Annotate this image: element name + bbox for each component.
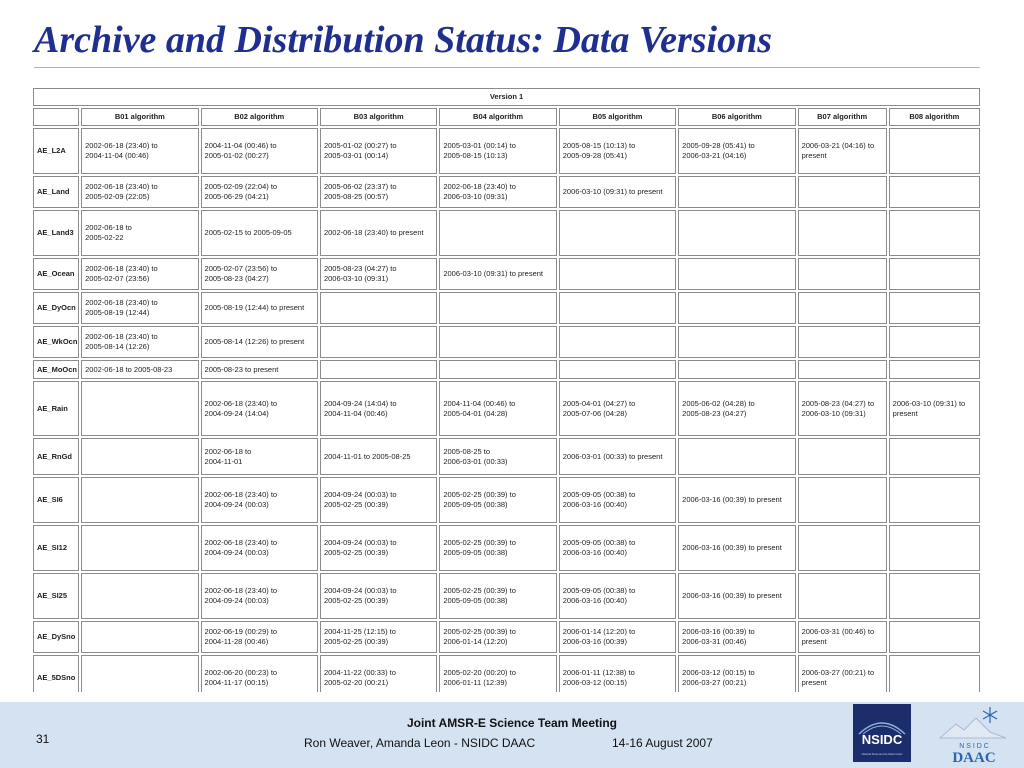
daac-logo-top-text: N S I D C <box>959 743 989 750</box>
product-name: AE_Rain <box>33 381 79 436</box>
date-range-cell: 2006-03-16 (00:39) to 2006-03-31 (00:46) <box>678 621 795 653</box>
date-range-cell: 2005-06-02 (23:37) to 2005-08-25 (00:57) <box>320 176 437 208</box>
product-name: AE_DyOcn <box>33 292 79 324</box>
date-range-cell: 2006-03-16 (00:39) to present <box>678 525 795 571</box>
date-range-cell <box>439 326 556 358</box>
date-range-cell <box>889 655 980 692</box>
nsidc-logo-text: NSIDC <box>861 732 903 747</box>
date-range-cell <box>889 292 980 324</box>
date-range-cell <box>678 176 795 208</box>
date-range-cell <box>559 292 676 324</box>
date-range-cell <box>678 438 795 475</box>
date-range-cell <box>559 326 676 358</box>
date-range-cell <box>798 573 887 619</box>
slide-title: Archive and Distribution Status: Data Versions <box>34 19 773 61</box>
date-range-cell: 2005-02-20 (00:20) to 2006-01-11 (12:39) <box>439 655 556 692</box>
date-range-cell <box>889 573 980 619</box>
date-range-cell <box>798 525 887 571</box>
date-range-cell: 2005-08-15 (10:13) to 2005-09-28 (05:41) <box>559 128 676 174</box>
corner-cell <box>33 108 79 126</box>
nsidc-logo <box>853 704 911 762</box>
table-row <box>33 477 980 523</box>
date-range-cell: 2005-08-19 (12:44) to present <box>201 292 318 324</box>
product-name: AE_RnGd <box>33 438 79 475</box>
table-row <box>33 438 980 475</box>
date-range-cell: 2002-06-18 (23:40) to 2004-09-24 (14:04) <box>201 381 318 436</box>
product-name: AE_Land <box>33 176 79 208</box>
column-header: B07 algorithm <box>798 108 887 126</box>
date-range-cell: 2006-03-01 (00:33) to present <box>559 438 676 475</box>
nsidc-daac-logo <box>938 704 1008 764</box>
table-row <box>33 326 980 358</box>
date-range-cell: 2006-03-10 (09:31) to present <box>559 176 676 208</box>
date-range-cell: 2005-09-05 (00:38) to 2006-03-16 (00:40) <box>559 477 676 523</box>
date-range-cell <box>81 655 198 692</box>
date-range-cell: 2006-03-31 (00:46) to present <box>798 621 887 653</box>
date-range-cell: 2004-11-01 to 2005-08-25 <box>320 438 437 475</box>
data-versions-table <box>31 86 982 692</box>
date-range-cell <box>439 292 556 324</box>
date-range-cell: 2002-06-18 to 2004-11-01 <box>201 438 318 475</box>
date-range-cell: 2004-11-22 (00:33) to 2005-02-20 (00:21) <box>320 655 437 692</box>
date-range-cell <box>798 477 887 523</box>
date-range-cell: 2002-06-20 (00:23) to 2004-11-17 (00:15) <box>201 655 318 692</box>
table-row <box>33 128 980 174</box>
date-range-cell: 2004-09-24 (14:04) to 2004-11-04 (00:46) <box>320 381 437 436</box>
meeting-dates: 14-16 August 2007 <box>612 736 713 750</box>
date-range-cell: 2005-08-23 (04:27) to 2006-03-10 (09:31) <box>320 258 437 290</box>
date-range-cell <box>889 360 980 379</box>
nsidc-logo-subtext: National Snow and Ice Data Center <box>861 753 903 756</box>
date-range-cell <box>559 210 676 256</box>
date-range-cell <box>678 210 795 256</box>
data-versions-table-container <box>31 86 982 692</box>
date-range-cell <box>81 525 198 571</box>
date-range-cell <box>320 292 437 324</box>
table-row <box>33 381 980 436</box>
date-range-cell <box>798 360 887 379</box>
table-row <box>33 655 980 692</box>
column-header: B04 algorithm <box>439 108 556 126</box>
date-range-cell <box>798 210 887 256</box>
date-range-cell <box>81 438 198 475</box>
date-range-cell: 2002-06-18 (23:40) to 2004-11-04 (00:46) <box>81 128 198 174</box>
date-range-cell <box>81 381 198 436</box>
date-range-cell <box>559 360 676 379</box>
date-range-cell <box>889 621 980 653</box>
date-range-cell: 2005-01-02 (00:27) to 2005-03-01 (00:14) <box>320 128 437 174</box>
date-range-cell: 2006-03-16 (00:39) to present <box>678 573 795 619</box>
date-range-cell <box>81 621 198 653</box>
product-name: AE_SI6 <box>33 477 79 523</box>
table-row <box>33 621 980 653</box>
date-range-cell: 2002-06-18 (23:40) to 2005-08-19 (12:44) <box>81 292 198 324</box>
date-range-cell: 2004-09-24 (00:03) to 2005-02-25 (00:39) <box>320 573 437 619</box>
date-range-cell: 2005-02-25 (00:39) to 2005-09-05 (00:38) <box>439 573 556 619</box>
date-range-cell: 2006-01-14 (12:20) to 2006-03-16 (00:39) <box>559 621 676 653</box>
date-range-cell: 2005-09-05 (00:38) to 2006-03-16 (00:40) <box>559 573 676 619</box>
date-range-cell <box>678 326 795 358</box>
date-range-cell: 2002-06-18 (23:40) to 2004-09-24 (00:03) <box>201 525 318 571</box>
date-range-cell: 2004-11-04 (00:46) to 2005-04-01 (04:28) <box>439 381 556 436</box>
date-range-cell <box>889 438 980 475</box>
date-range-cell: 2002-06-18 (23:40) to 2004-09-24 (00:03) <box>201 573 318 619</box>
table-row <box>33 360 980 379</box>
date-range-cell <box>889 258 980 290</box>
date-range-cell <box>889 176 980 208</box>
date-range-cell <box>439 360 556 379</box>
date-range-cell: 2006-03-16 (00:39) to present <box>678 477 795 523</box>
table-row <box>33 176 980 208</box>
date-range-cell: 2005-02-09 (22:04) to 2005-06-29 (04:21) <box>201 176 318 208</box>
table-row <box>33 573 980 619</box>
date-range-cell: 2002-06-18 (23:40) to 2005-02-09 (22:05) <box>81 176 198 208</box>
date-range-cell: 2005-08-23 to present <box>201 360 318 379</box>
date-range-cell: 2002-06-18 (23:40) to 2006-03-10 (09:31) <box>439 176 556 208</box>
date-range-cell <box>798 438 887 475</box>
date-range-cell: 2006-01-11 (12:38) to 2006-03-12 (00:15) <box>559 655 676 692</box>
table-row <box>33 525 980 571</box>
date-range-cell: 2005-09-28 (05:41) to 2006-03-21 (04:16) <box>678 128 795 174</box>
date-range-cell: 2002-06-18 to 2005-08-23 <box>81 360 198 379</box>
authors: Ron Weaver, Amanda Leon - NSIDC DAAC <box>304 736 536 750</box>
product-name: AE_DySno <box>33 621 79 653</box>
date-range-cell: 2004-11-25 (12:15) to 2005-02-25 (00:39) <box>320 621 437 653</box>
date-range-cell: 2006-03-10 (09:31) to present <box>439 258 556 290</box>
column-header: B03 algorithm <box>320 108 437 126</box>
date-range-cell <box>559 258 676 290</box>
product-name: AE_5DSno <box>33 655 79 692</box>
date-range-cell <box>678 360 795 379</box>
date-range-cell: 2005-02-25 (00:39) to 2006-01-14 (12:20) <box>439 621 556 653</box>
date-range-cell <box>798 292 887 324</box>
date-range-cell: 2005-02-25 (00:39) to 2005-09-05 (00:38) <box>439 525 556 571</box>
column-header: B02 algorithm <box>201 108 318 126</box>
date-range-cell: 2004-11-04 (00:46) to 2005-01-02 (00:27) <box>201 128 318 174</box>
date-range-cell <box>889 210 980 256</box>
date-range-cell: 2002-06-18 (23:40) to present <box>320 210 437 256</box>
slide-number: 31 <box>36 732 50 746</box>
date-range-cell: 2006-03-21 (04:16) to present <box>798 128 887 174</box>
product-name: AE_Ocean <box>33 258 79 290</box>
column-header: B01 algorithm <box>81 108 198 126</box>
product-name: AE_WkOcn <box>33 326 79 358</box>
date-range-cell <box>798 258 887 290</box>
product-name: AE_SI12 <box>33 525 79 571</box>
product-name: AE_MoOcn <box>33 360 79 379</box>
date-range-cell <box>889 477 980 523</box>
date-range-cell: 2005-08-23 (04:27) to 2006-03-10 (09:31) <box>798 381 887 436</box>
date-range-cell: 2002-06-18 (23:40) to 2005-08-14 (12:26) <box>81 326 198 358</box>
date-range-cell: 2002-06-18 (23:40) to 2005-02-07 (23:56) <box>81 258 198 290</box>
product-name: AE_SI25 <box>33 573 79 619</box>
date-range-cell <box>889 128 980 174</box>
date-range-cell: 2005-08-14 (12:26) to present <box>201 326 318 358</box>
algorithm-header-row <box>33 108 980 126</box>
date-range-cell: 2005-04-01 (04:27) to 2005-07-06 (04:28) <box>559 381 676 436</box>
date-range-cell <box>81 573 198 619</box>
table-row <box>33 210 980 256</box>
date-range-cell: 2006-03-12 (00:15) to 2006-03-27 (00:21) <box>678 655 795 692</box>
column-header: B05 algorithm <box>559 108 676 126</box>
date-range-cell <box>320 326 437 358</box>
product-name: AE_Land3 <box>33 210 79 256</box>
date-range-cell <box>678 292 795 324</box>
date-range-cell <box>798 176 887 208</box>
title-divider <box>34 67 980 68</box>
date-range-cell: 2005-03-01 (00:14) to 2005-08-15 (10:13) <box>439 128 556 174</box>
date-range-cell: 2005-09-05 (00:38) to 2006-03-16 (00:40) <box>559 525 676 571</box>
date-range-cell: 2005-06-02 (04:28) to 2005-08-23 (04:27) <box>678 381 795 436</box>
date-range-cell: 2005-02-15 to 2005-09-05 <box>201 210 318 256</box>
date-range-cell: 2002-06-18 to 2005-02-22 <box>81 210 198 256</box>
date-range-cell <box>439 210 556 256</box>
mountain-icon <box>940 718 1006 738</box>
snowflake-icon <box>983 707 997 723</box>
date-range-cell: 2006-03-27 (00:21) to present <box>798 655 887 692</box>
table-row <box>33 292 980 324</box>
date-range-cell: 2005-02-25 (00:39) to 2005-09-05 (00:38) <box>439 477 556 523</box>
date-range-cell: 2002-06-18 (23:40) to 2004-09-24 (00:03) <box>201 477 318 523</box>
date-range-cell <box>798 326 887 358</box>
meeting-title: Joint AMSR-E Science Team Meeting <box>406 716 618 730</box>
version-label: Version 1 <box>33 88 980 106</box>
date-range-cell: 2006-03-10 (09:31) to present <box>889 381 980 436</box>
daac-logo-text: DAAC <box>952 750 996 764</box>
date-range-cell <box>678 258 795 290</box>
date-range-cell: 2002-06-19 (00:29) to 2004-11-28 (00:46) <box>201 621 318 653</box>
date-range-cell <box>320 360 437 379</box>
date-range-cell: 2005-08-25 to 2006-03-01 (00:33) <box>439 438 556 475</box>
version-header-row <box>33 88 980 106</box>
date-range-cell: 2005-02-07 (23:56) to 2005-08-23 (04:27) <box>201 258 318 290</box>
date-range-cell: 2004-09-24 (00:03) to 2005-02-25 (00:39) <box>320 525 437 571</box>
product-name: AE_L2A <box>33 128 79 174</box>
column-header: B06 algorithm <box>678 108 795 126</box>
date-range-cell <box>889 326 980 358</box>
date-range-cell: 2004-09-24 (00:03) to 2005-02-25 (00:39) <box>320 477 437 523</box>
table-row <box>33 258 980 290</box>
date-range-cell <box>81 477 198 523</box>
date-range-cell <box>889 525 980 571</box>
column-header: B08 algorithm <box>889 108 980 126</box>
